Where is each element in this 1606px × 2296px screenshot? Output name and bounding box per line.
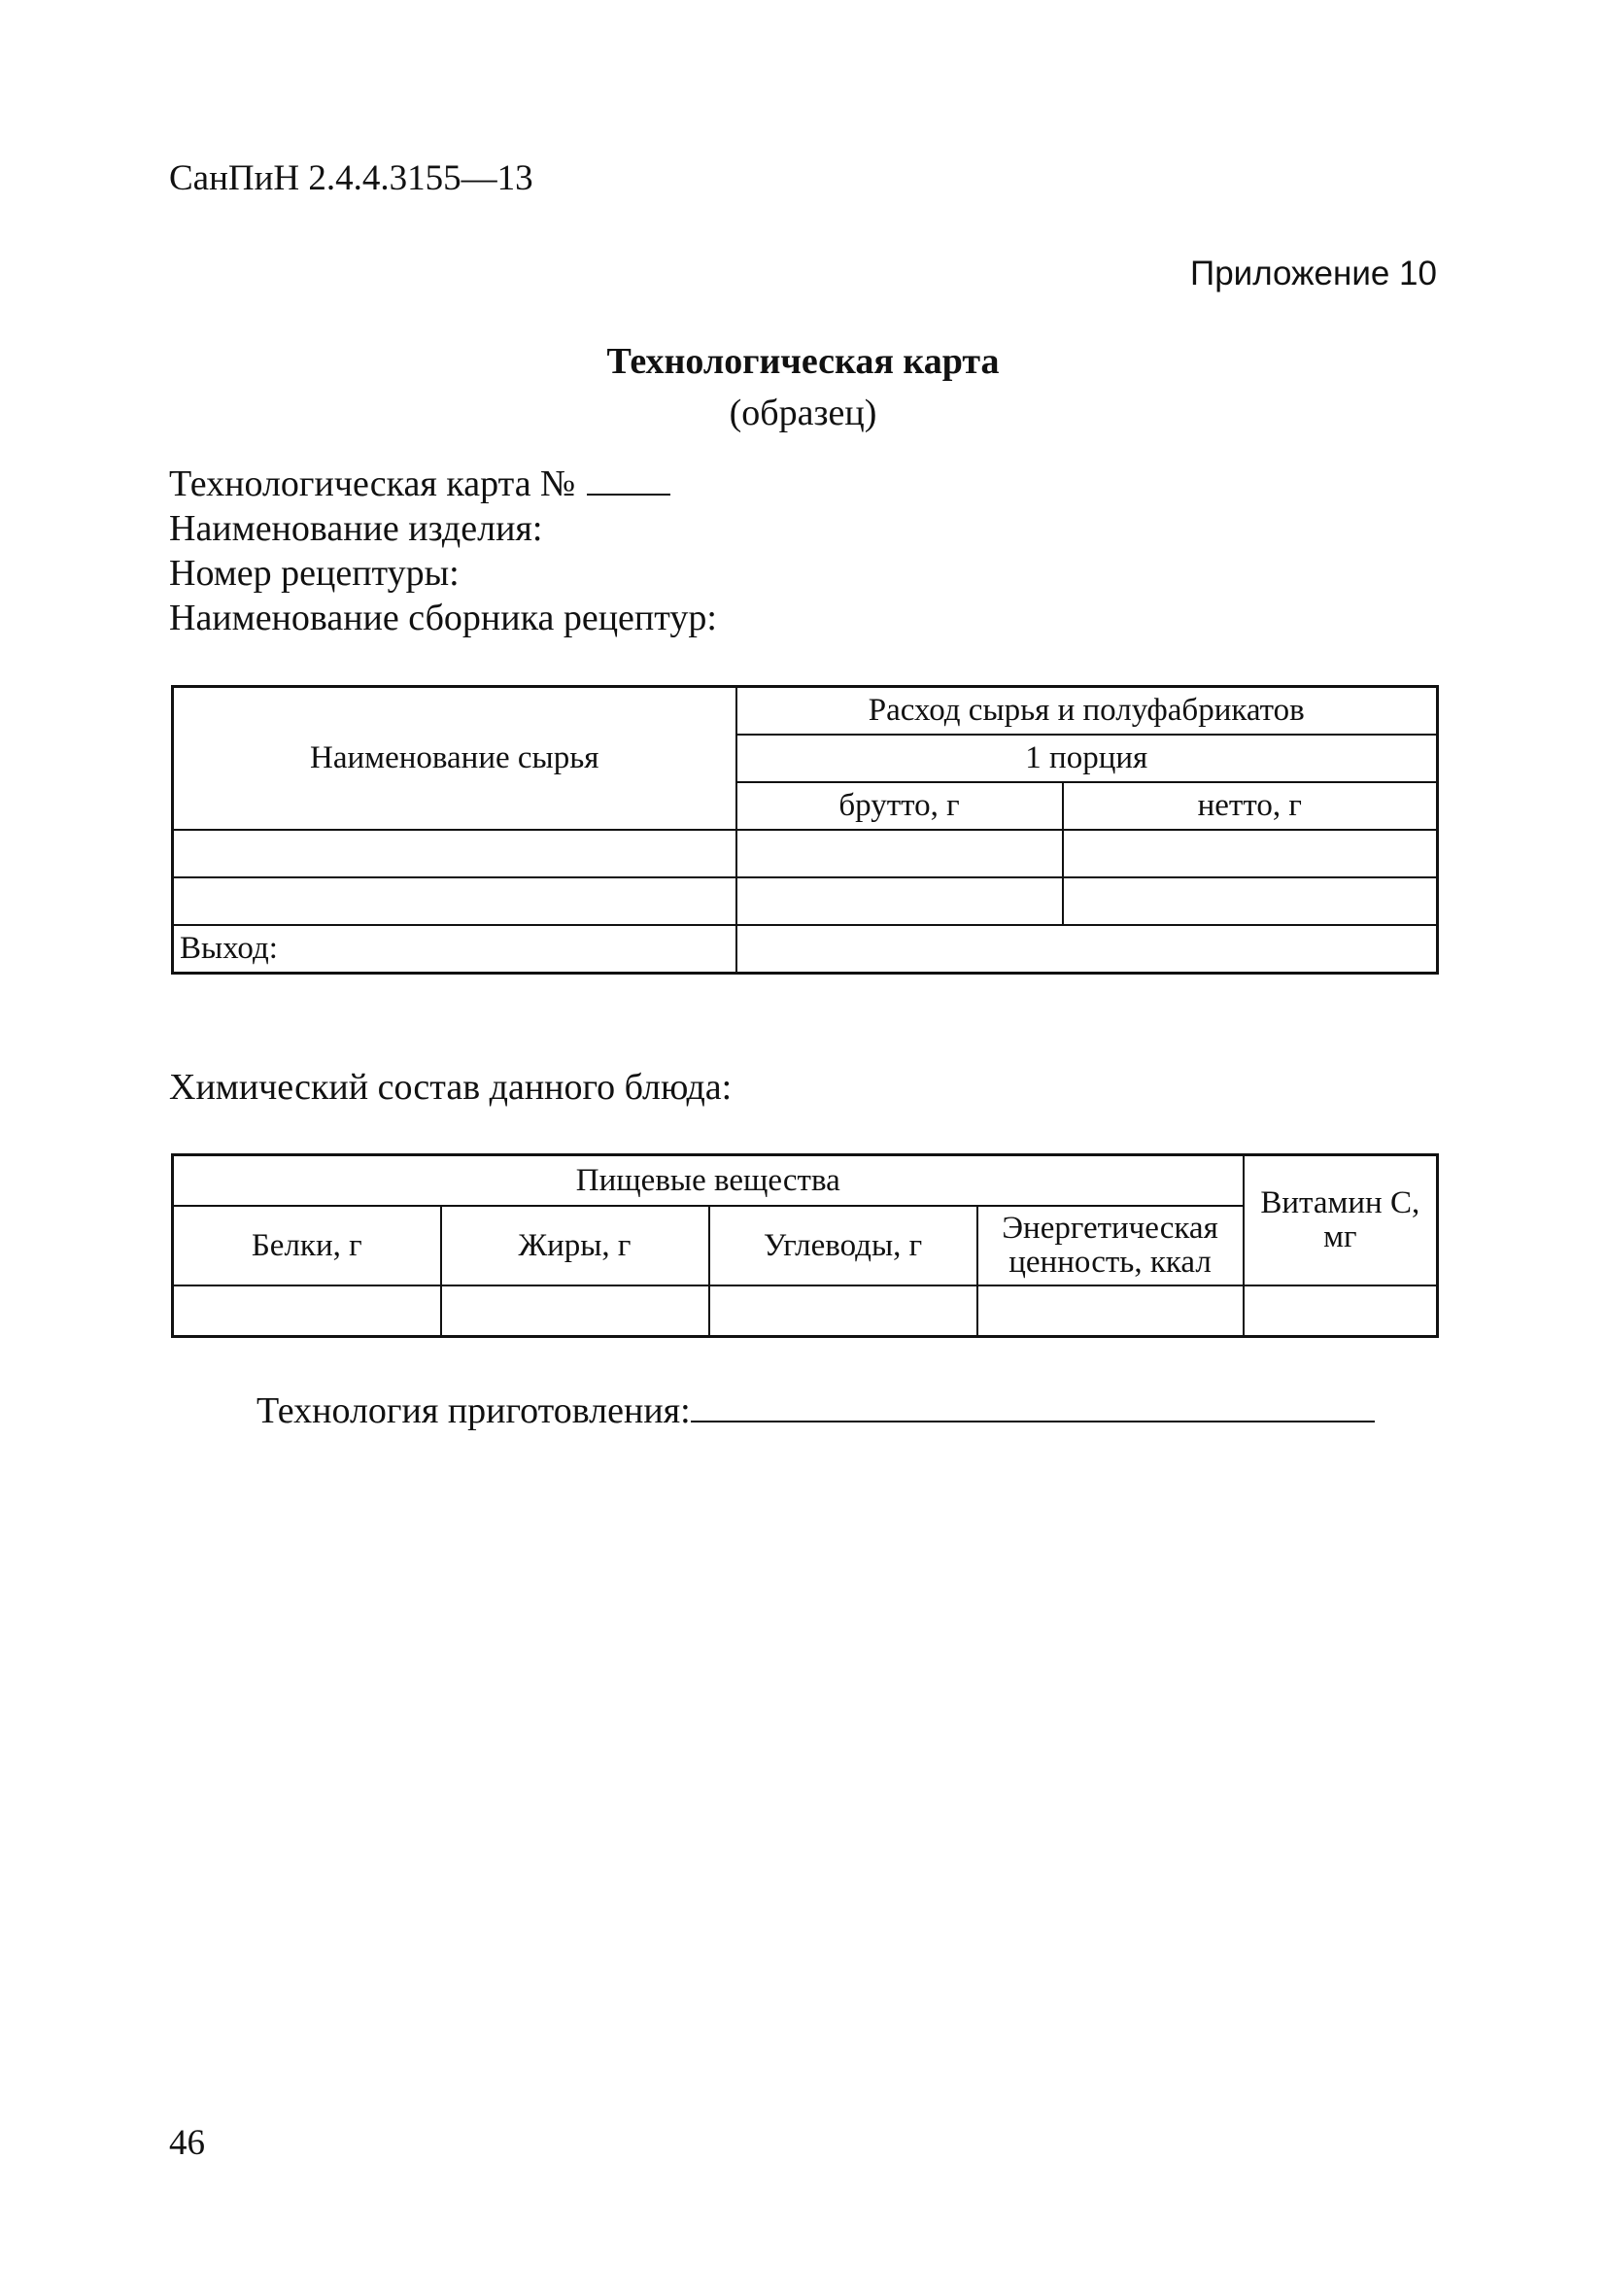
product-name-field: Наименование изделия: bbox=[169, 508, 543, 549]
table-cell bbox=[709, 1285, 977, 1337]
table-cell bbox=[173, 830, 736, 877]
document-code: СанПиН 2.4.4.3155—13 bbox=[169, 158, 533, 198]
card-number-field bbox=[169, 462, 717, 506]
table-cell bbox=[1063, 877, 1438, 925]
card-number-label: Технологическая карта № bbox=[169, 463, 576, 504]
page-title: Технологическая карта bbox=[606, 341, 1000, 382]
raw-name-header: Наименование сырья bbox=[173, 687, 736, 831]
output-value-cell bbox=[736, 925, 1438, 974]
output-label: Выход: bbox=[173, 925, 736, 974]
appendix-label: Приложение 10 bbox=[1190, 255, 1437, 292]
table-cell bbox=[173, 1285, 441, 1337]
table-row bbox=[173, 830, 1438, 877]
table-row bbox=[173, 877, 1438, 925]
table-cell bbox=[1063, 830, 1438, 877]
table-cell bbox=[173, 877, 736, 925]
card-fields bbox=[169, 462, 717, 640]
technology-label: Технология приготовления: bbox=[256, 1390, 691, 1431]
fats-header: Жиры, г bbox=[441, 1206, 709, 1285]
output-row bbox=[173, 925, 1438, 974]
chemical-composition-label: Химический состав данного блюда: bbox=[169, 1067, 733, 1108]
page-number: 46 bbox=[169, 2123, 205, 2163]
net-header: нетто, г bbox=[1063, 782, 1438, 830]
table-cell bbox=[977, 1285, 1244, 1337]
nutrients-header: Пищевые вещества bbox=[173, 1155, 1244, 1207]
technology-field bbox=[256, 1388, 1375, 1432]
portion-header: 1 порция bbox=[736, 735, 1438, 782]
carbs-header: Углеводы, г bbox=[709, 1206, 977, 1285]
recipe-number-field: Номер рецептуры: bbox=[169, 553, 460, 594]
consumption-header: Расход сырья и полуфабрикатов bbox=[736, 687, 1438, 736]
vitamin-c-header: Витамин С, мг bbox=[1244, 1155, 1438, 1286]
table-cell bbox=[1244, 1285, 1438, 1337]
card-number-blank bbox=[587, 464, 670, 496]
gross-header: брутто, г bbox=[736, 782, 1063, 830]
table-cell bbox=[736, 877, 1063, 925]
page-subtitle: (образец) bbox=[729, 393, 877, 433]
proteins-header: Белки, г bbox=[173, 1206, 441, 1285]
technology-blank bbox=[691, 1388, 1375, 1422]
table-cell bbox=[736, 830, 1063, 877]
recipe-collection-field: Наименование сборника рецептур: bbox=[169, 598, 717, 638]
table-row bbox=[173, 1285, 1438, 1337]
chemical-composition-table bbox=[171, 1153, 1439, 1338]
table-cell bbox=[441, 1285, 709, 1337]
energy-header: Энергетическая ценность, ккал bbox=[977, 1206, 1244, 1285]
raw-materials-table bbox=[171, 685, 1439, 975]
